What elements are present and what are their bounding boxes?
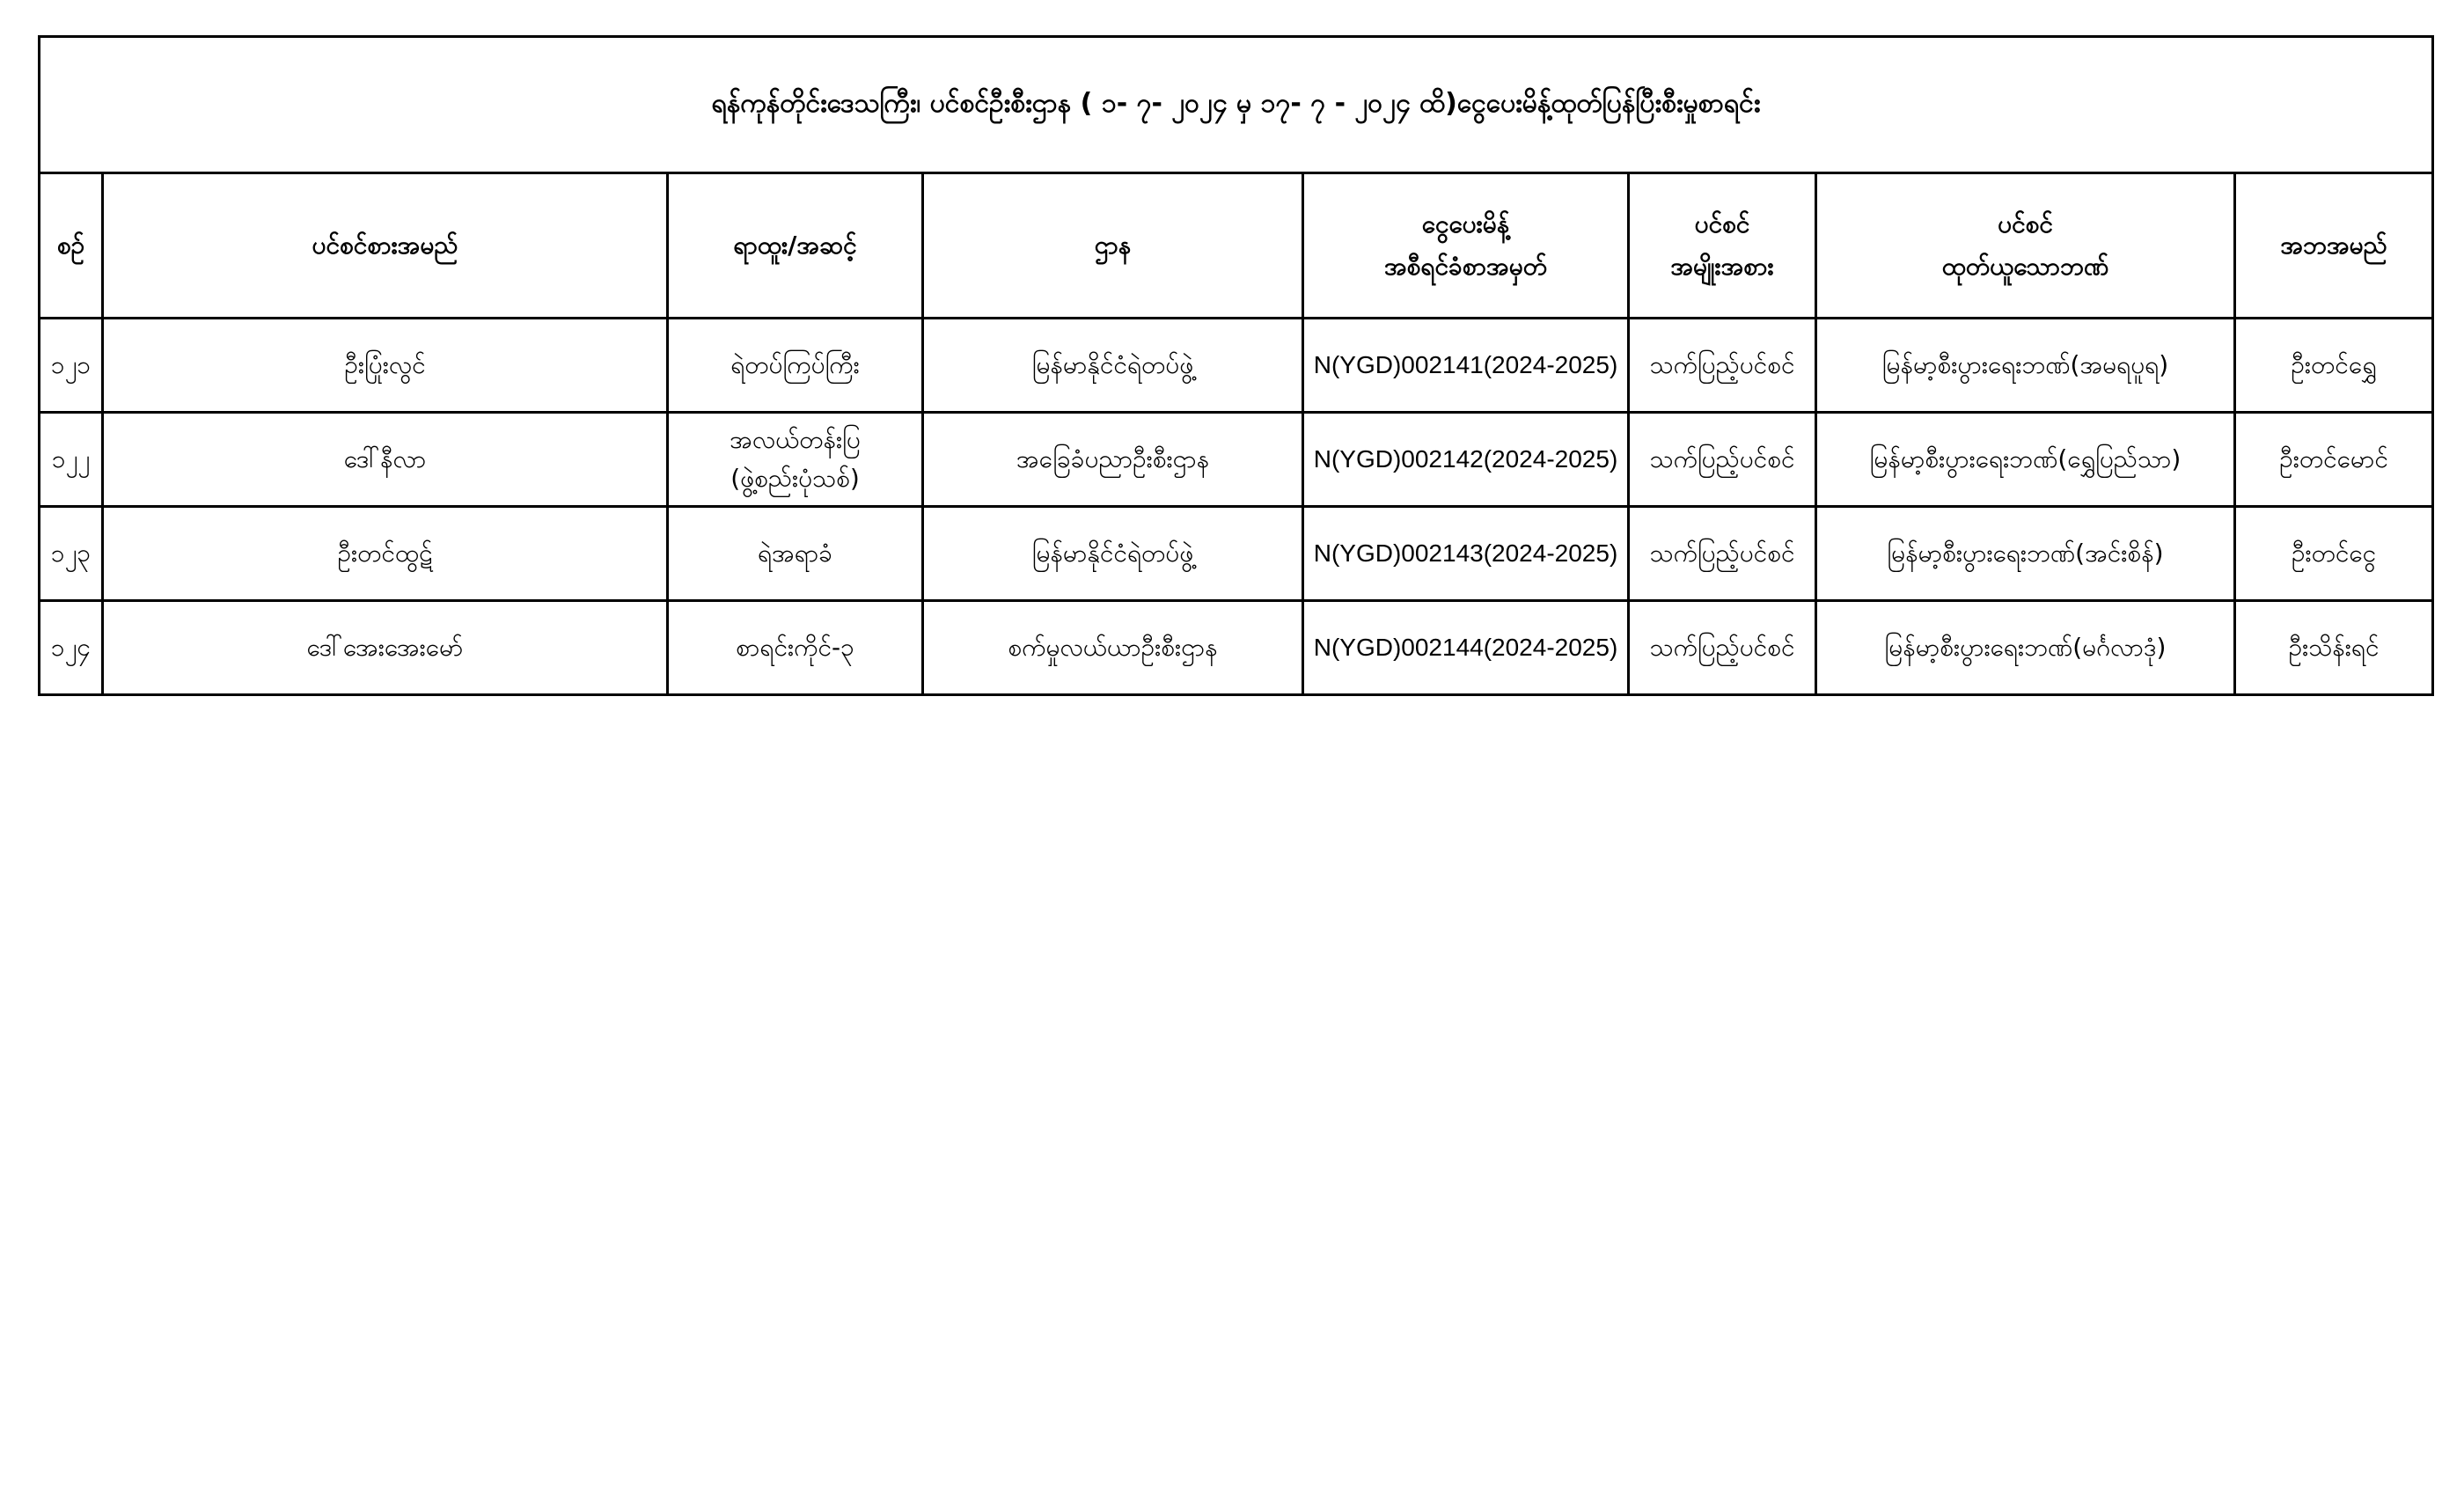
cell-rank-line2: (ဖွဲ့စည်းပုံသစ်) [730,464,860,493]
cell-name: ဦးတင်ထွဋ် [103,507,668,601]
cell-bank: မြန်မာ့စီးပွားရေးဘဏ်(အမရပူရ) [1816,319,2235,413]
cell-no: ၁၂၄ [40,601,103,695]
cell-rank [668,319,923,413]
cell-no: ၁၂၂ [40,413,103,507]
header-bank-line1: ပင်စင် [1998,209,2053,238]
cell-father-name: ဦးသိန်းရင် [2235,601,2433,695]
header-pension-type [1629,173,1816,319]
cell-department: မြန်မာနိုင်ငံရဲတပ်ဖွဲ့ [923,507,1303,601]
cell-rank-line1: အလယ်တန်းပြ [730,425,861,454]
cell-department: မြန်မာနိုင်ငံရဲတပ်ဖွဲ့ [923,319,1303,413]
table-row [40,413,2433,507]
cell-father-name: ဦးတင်ငွေ [2235,507,2433,601]
cell-order-no: N(YGD)002143(2024-2025) [1303,507,1629,601]
header-pension-type-line1: ပင်စင် [1694,209,1750,238]
cell-pension-type: သက်ပြည့်ပင်စင် [1629,507,1816,601]
cell-name: ဦးပြုံးလွင် [103,319,668,413]
cell-order-no: N(YGD)002144(2024-2025) [1303,601,1629,695]
header-name: ပင်စင်စားအမည် [103,173,668,319]
header-order-no [1303,173,1629,319]
cell-father-name: ဦးတင်ရွှေ [2235,319,2433,413]
cell-rank-line1: ရဲတပ်ကြပ်ကြီး [730,350,860,379]
header-order-no-line2: အစီရင်ခံစာအမှတ် [1383,252,1548,281]
cell-rank [668,601,923,695]
cell-rank-line1: ရဲအရာခံ [757,539,833,568]
pension-report-sheet [38,35,2431,696]
table-row [40,507,2433,601]
cell-bank: မြန်မာ့စီးပွားရေးဘဏ်(အင်းစိန်) [1816,507,2235,601]
header-rank: ရာထူး/အဆင့် [668,173,923,319]
pension-table [38,35,2434,696]
cell-no: ၁၂၃ [40,507,103,601]
cell-name: ဒေါ်အေးအေးမော် [103,601,668,695]
header-order-no-line1: ငွေပေးမိန့် [1421,209,1510,238]
cell-bank: မြန်မာ့စီးပွားရေးဘဏ်(ရွှေပြည်သာ) [1816,413,2235,507]
cell-bank: မြန်မာ့စီးပွားရေးဘဏ်(မင်္ဂလာဒုံ) [1816,601,2235,695]
cell-rank [668,413,923,507]
cell-department: အခြေခံပညာဦးစီးဌာန [923,413,1303,507]
header-bank [1816,173,2235,319]
report-title: ရန်ကုန်တိုင်းဒေသကြီး၊ ပင်စင်ဦးစီးဌာန ( ၁- ၇- ၂၀၂၄ မှ ၁၇- ၇ - ၂၀၂၄ ထိ)ငွေပေးမိန့်ထုတ်ပြန်ပြီးစီးမှုစာရင်း [40,37,2433,173]
header-pension-type-line2: အမျိုးအစား [1670,252,1774,281]
header-row [40,173,2433,319]
cell-rank-line1: စာရင်းကိုင်-၃ [736,633,854,662]
cell-pension-type: သက်ပြည့်ပင်စင် [1629,319,1816,413]
table-row [40,601,2433,695]
cell-order-no: N(YGD)002141(2024-2025) [1303,319,1629,413]
cell-rank [668,507,923,601]
cell-department: စက်မှုလယ်ယာဦးစီးဌာန [923,601,1303,695]
cell-pension-type: သက်ပြည့်ပင်စင် [1629,601,1816,695]
header-bank-line2: ထုတ်ယူသောဘဏ် [1941,252,2109,281]
header-no: စဉ် [40,173,103,319]
cell-order-no: N(YGD)002142(2024-2025) [1303,413,1629,507]
cell-no: ၁၂၁ [40,319,103,413]
cell-name: ဒေါ်နီလာ [103,413,668,507]
header-father-name: အဘအမည် [2235,173,2433,319]
table-row [40,319,2433,413]
cell-pension-type: သက်ပြည့်ပင်စင် [1629,413,1816,507]
header-department: ဌာန [923,173,1303,319]
cell-father-name: ဦးတင်မောင် [2235,413,2433,507]
